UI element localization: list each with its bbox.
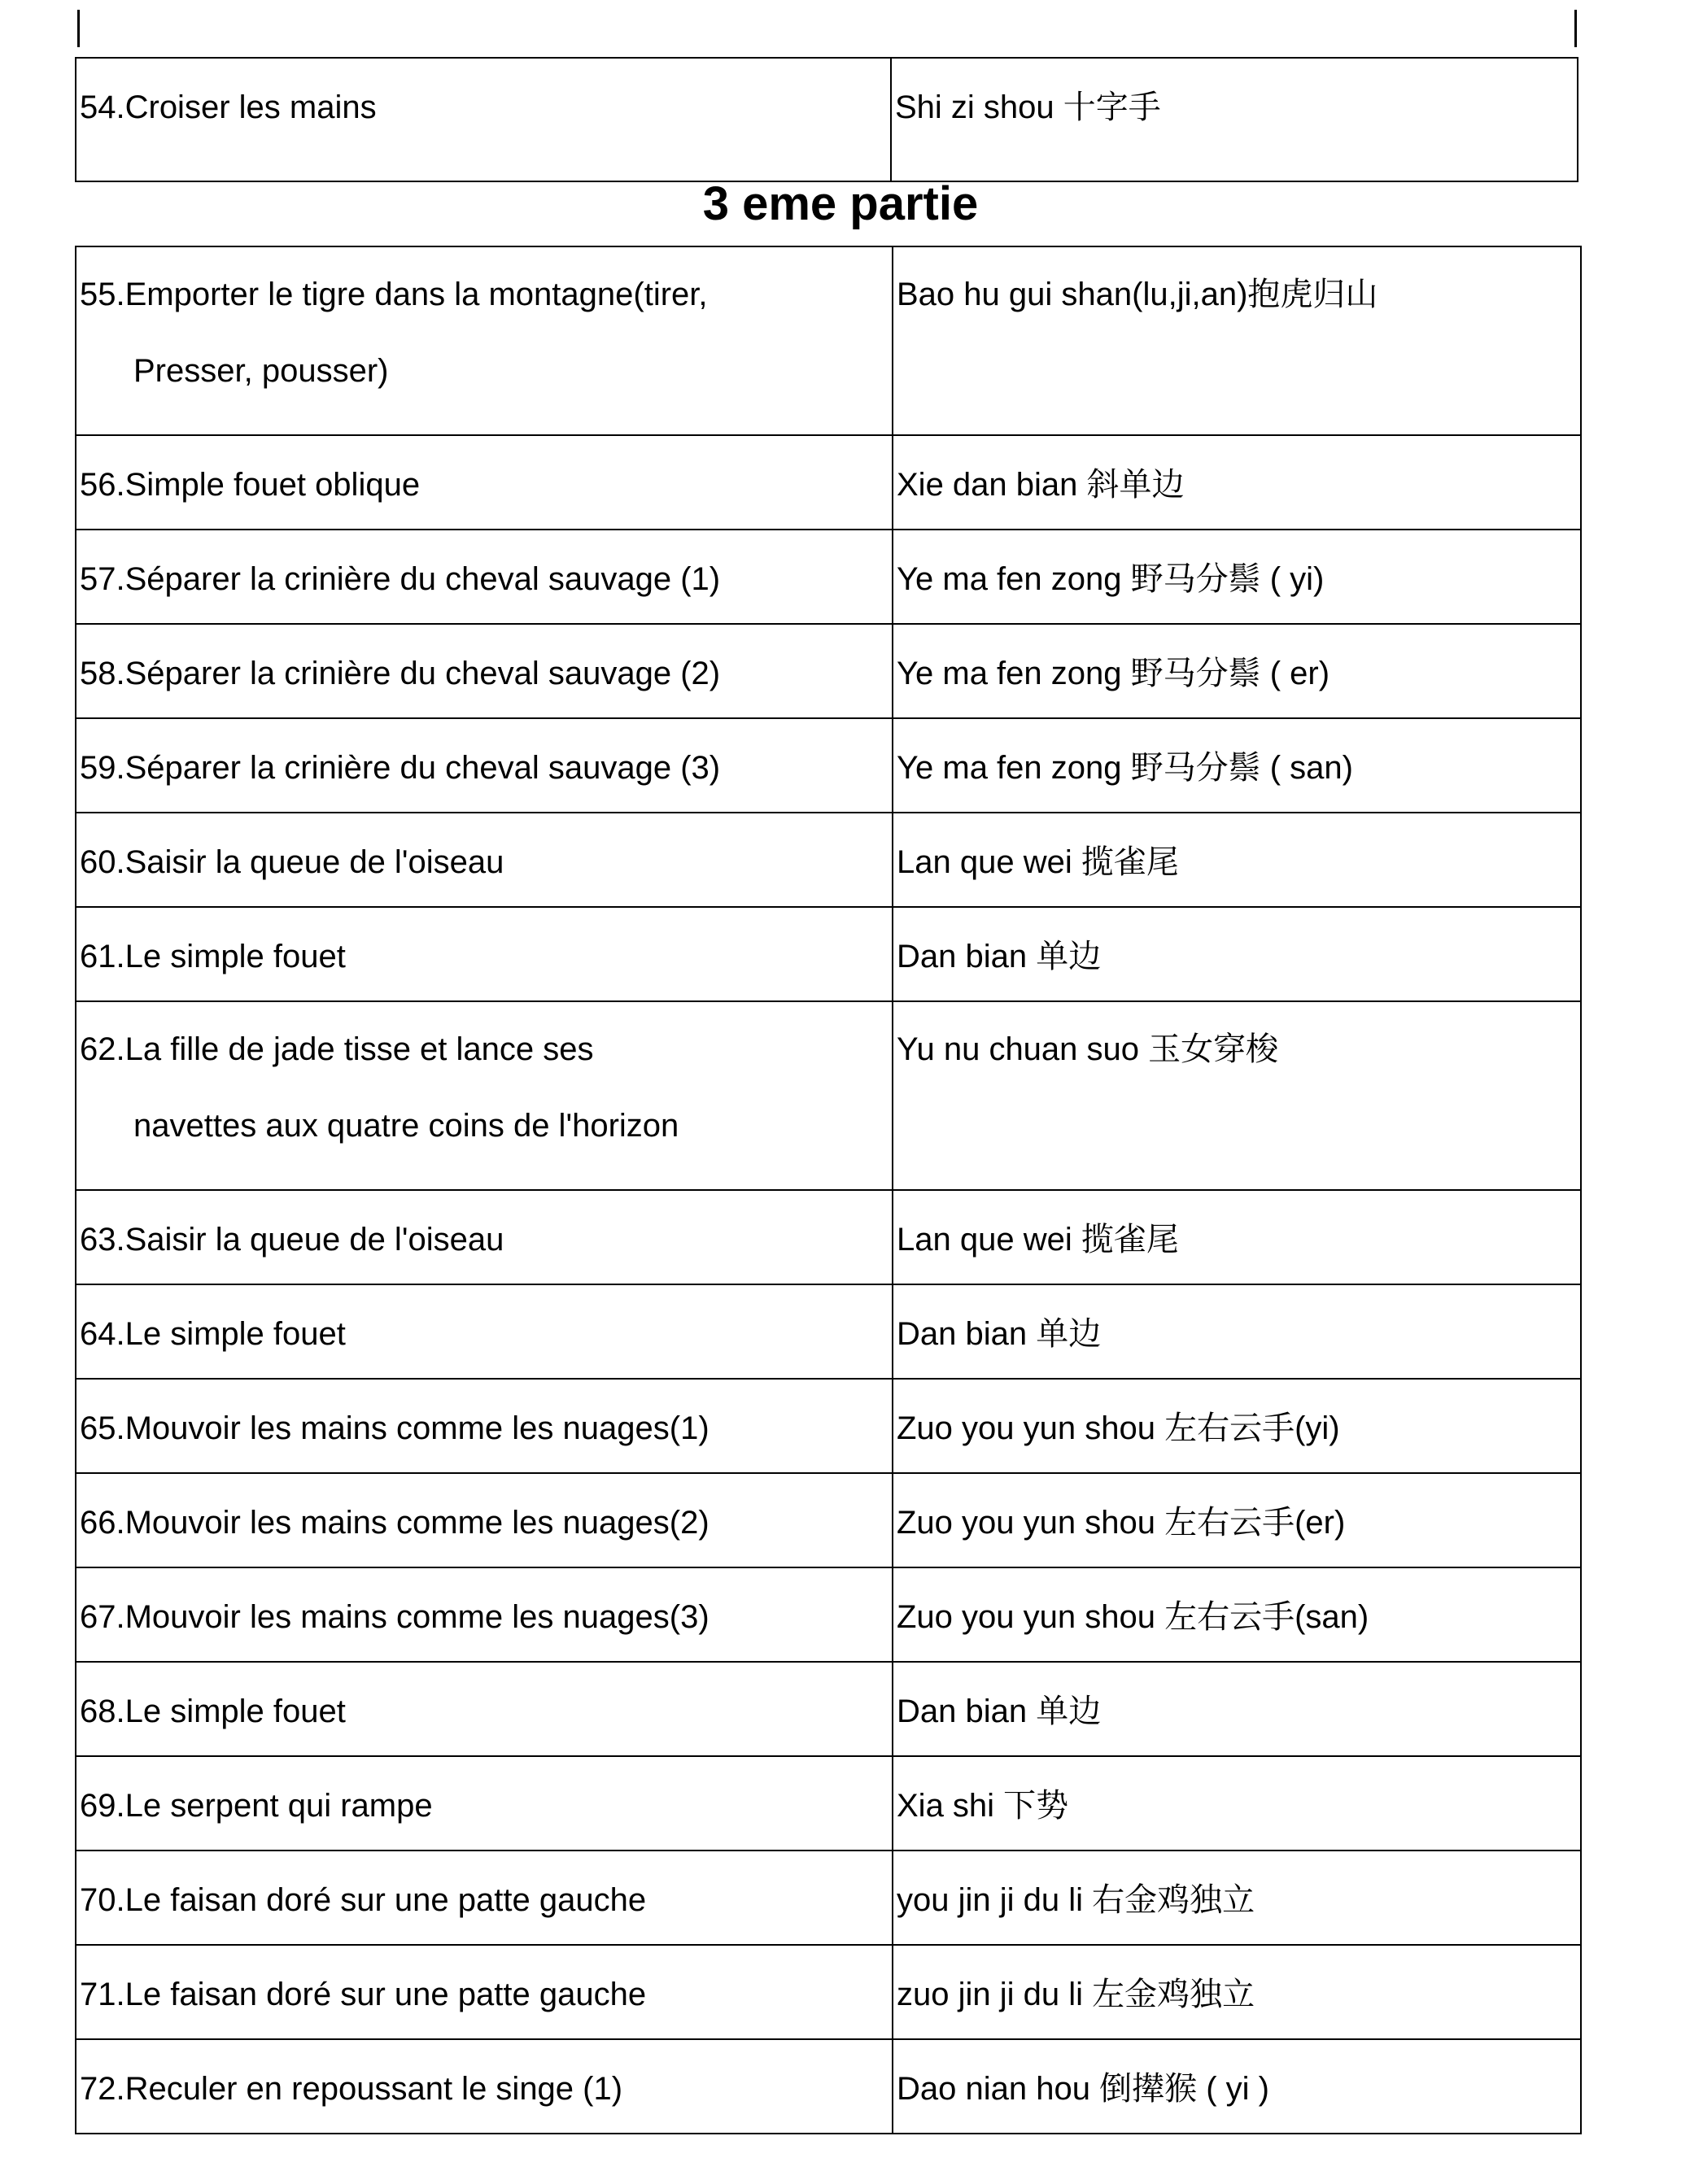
- french-name-cell: 67.Mouvoir les mains comme les nuages(3): [76, 1567, 893, 1662]
- french-name-cell: 63.Saisir la queue de l'oiseau: [76, 1190, 893, 1284]
- chinese-name-cell: Dan bian 单边: [893, 1284, 1581, 1379]
- french-name-line2: Presser, pousser): [133, 353, 389, 389]
- table-row: [76, 435, 1581, 530]
- french-name-cell: 56.Simple fouet oblique: [76, 435, 893, 530]
- chinese-name-cell: Zuo you yun shou 左右云手(yi): [893, 1379, 1581, 1473]
- french-name-cell: 64.Le simple fouet: [76, 1284, 893, 1379]
- section-title: 3 eme partie: [702, 177, 979, 230]
- table-row: [76, 1284, 1581, 1379]
- chinese-name-cell: Dan bian 单边: [893, 1662, 1581, 1756]
- table-row: [76, 58, 1578, 181]
- table-row: [76, 2039, 1581, 2134]
- table-row: [76, 1473, 1581, 1567]
- chinese-name-cell: Yu nu chuan suo 玉女穿梭: [893, 1001, 1581, 1190]
- chinese-name-cell: Zuo you yun shou 左右云手(san): [893, 1567, 1581, 1662]
- french-name-cell: [76, 246, 893, 435]
- french-name-cell: 60.Saisir la queue de l'oiseau: [76, 813, 893, 907]
- table-row: [76, 1567, 1581, 1662]
- table-row: [76, 1851, 1581, 1945]
- table-row: [76, 246, 1581, 435]
- french-name-cell: 69.Le serpent qui rampe: [76, 1756, 893, 1851]
- french-name-cell: 70.Le faisan doré sur une patte gauche: [76, 1851, 893, 1945]
- table-row: [76, 1662, 1581, 1756]
- main-table: [75, 246, 1582, 2134]
- table-row: [76, 1190, 1581, 1284]
- top-table: [75, 57, 1578, 182]
- french-name-cell: [76, 1001, 893, 1190]
- french-name-cell: 58.Séparer la crinière du cheval sauvage (2): [76, 624, 893, 718]
- chinese-name-cell: Lan que wei 揽雀尾: [893, 813, 1581, 907]
- chinese-name-cell: you jin ji du li 右金鸡独立: [893, 1851, 1581, 1945]
- french-name-cell: 61.Le simple fouet: [76, 907, 893, 1001]
- table-row: [76, 718, 1581, 813]
- chinese-name-cell: zuo jin ji du li 左金鸡独立: [893, 1945, 1581, 2039]
- french-name-cell: 65.Mouvoir les mains comme les nuages(1): [76, 1379, 893, 1473]
- french-name-cell: 57.Séparer la crinière du cheval sauvage (1): [76, 530, 893, 624]
- table-row: [76, 907, 1581, 1001]
- french-name-cell: 59.Séparer la crinière du cheval sauvage (3): [76, 718, 893, 813]
- chinese-name-cell: Shi zi shou 十字手: [891, 58, 1578, 181]
- french-name-line1: 62.La fille de jade tisse et lance ses: [80, 1031, 594, 1067]
- right-edge-mark: [1574, 10, 1577, 47]
- french-name-cell: 68.Le simple fouet: [76, 1662, 893, 1756]
- table-row: [76, 1379, 1581, 1473]
- french-name-cell: 66.Mouvoir les mains comme les nuages(2): [76, 1473, 893, 1567]
- chinese-name-cell: Dao nian hou 倒撵猴 ( yi ): [893, 2039, 1581, 2134]
- french-name-cell: 54.Croiser les mains: [76, 58, 891, 181]
- chinese-name-cell: Ye ma fen zong 野马分鬃 ( er): [893, 624, 1581, 718]
- chinese-name-cell: Xie dan bian 斜单边: [893, 435, 1581, 530]
- chinese-name-cell: Lan que wei 揽雀尾: [893, 1190, 1581, 1284]
- french-name-cell: 72.Reculer en repoussant le singe (1): [76, 2039, 893, 2134]
- french-name-line2: navettes aux quatre coins de l'horizon: [133, 1108, 679, 1144]
- table-row: [76, 624, 1581, 718]
- chinese-name-cell: Ye ma fen zong 野马分鬃 ( yi): [893, 530, 1581, 624]
- chinese-name-cell: Bao hu gui shan(lu,ji,an)抱虎归山: [893, 246, 1581, 435]
- french-name-cell: 71.Le faisan doré sur une patte gauche: [76, 1945, 893, 2039]
- chinese-name-cell: Xia shi 下势: [893, 1756, 1581, 1851]
- chinese-name-cell: Ye ma fen zong 野马分鬃 ( san): [893, 718, 1581, 813]
- table-row: [76, 1756, 1581, 1851]
- chinese-name-cell: Dan bian 单边: [893, 907, 1581, 1001]
- table-row: [76, 1001, 1581, 1190]
- left-edge-mark: [77, 10, 80, 47]
- french-name-line1: 55.Emporter le tigre dans la montagne(tirer,: [80, 277, 708, 312]
- table-row: [76, 813, 1581, 907]
- chinese-name-cell: Zuo you yun shou 左右云手(er): [893, 1473, 1581, 1567]
- table-row: [76, 530, 1581, 624]
- table-row: [76, 1945, 1581, 2039]
